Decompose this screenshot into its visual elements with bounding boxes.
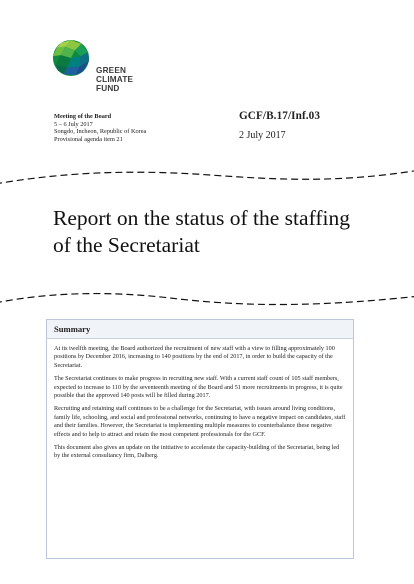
meeting-heading: Meeting of the Board: [54, 113, 112, 120]
logo-line-fund: FUND: [96, 84, 120, 94]
summary-paragraph: At its twelfth meeting, the Board authorized the recruitment of new staff with a view to filling approximately 100 positions by December 2016, increasing to 140 positions by the end of 2017, in order to build the capacity of the Secretariat.: [54, 345, 335, 369]
meeting-agenda-item: Provisional agenda item 21: [54, 135, 123, 143]
top-wave-divider: [0, 165, 414, 189]
meeting-dates: 5 – 6 July 2017: [54, 120, 93, 128]
document-date: 2 July 2017: [239, 130, 286, 141]
logo-line-climate: CLIMATE: [96, 75, 134, 85]
green-climate-fund-globe-icon: [52, 39, 90, 77]
summary-body: [47, 339, 353, 461]
logo-wordmark: [96, 66, 133, 94]
summary-box: [46, 319, 354, 559]
summary-paragraph: Recruiting and retaining staff continues to be a challenge for the Secretariat, with issues around living conditions, family life, schooling, and social and professional networks, continuing to have a negative impact on candidates, staff and their families. However, the Secretariat is implementing multiple measures to counterbalance these negative effects and to help to attract and retain the most competent professionals for the GCF.: [54, 405, 346, 438]
summary-paragraph: The Secretariat continues to make progress in recruiting new staff. With a current staff count of 105 staff members, expected to increase to 110 by the seventeenth meeting of the Board and 51 more recruitments in progress, it is quite possible that the approved 140 posts will be filled during 2017.: [54, 375, 343, 400]
summary-heading: Summary: [47, 320, 353, 339]
document-reference: GCF/B.17/Inf.03: [239, 110, 321, 122]
summary-paragraph: This document also gives an update on the initiative to accelerate the capacity-building of the Secretariat, being led by the external consultancy firm, Dalberg.: [54, 444, 340, 460]
meeting-info: [54, 113, 146, 143]
document-title: Report on the status of the staffing of the Secretariat: [53, 206, 350, 257]
meeting-location: Songdo, Incheon, Republic of Korea: [54, 128, 147, 136]
bottom-wave-divider: [0, 289, 414, 313]
logo-line-green: GREEN: [96, 66, 127, 75]
